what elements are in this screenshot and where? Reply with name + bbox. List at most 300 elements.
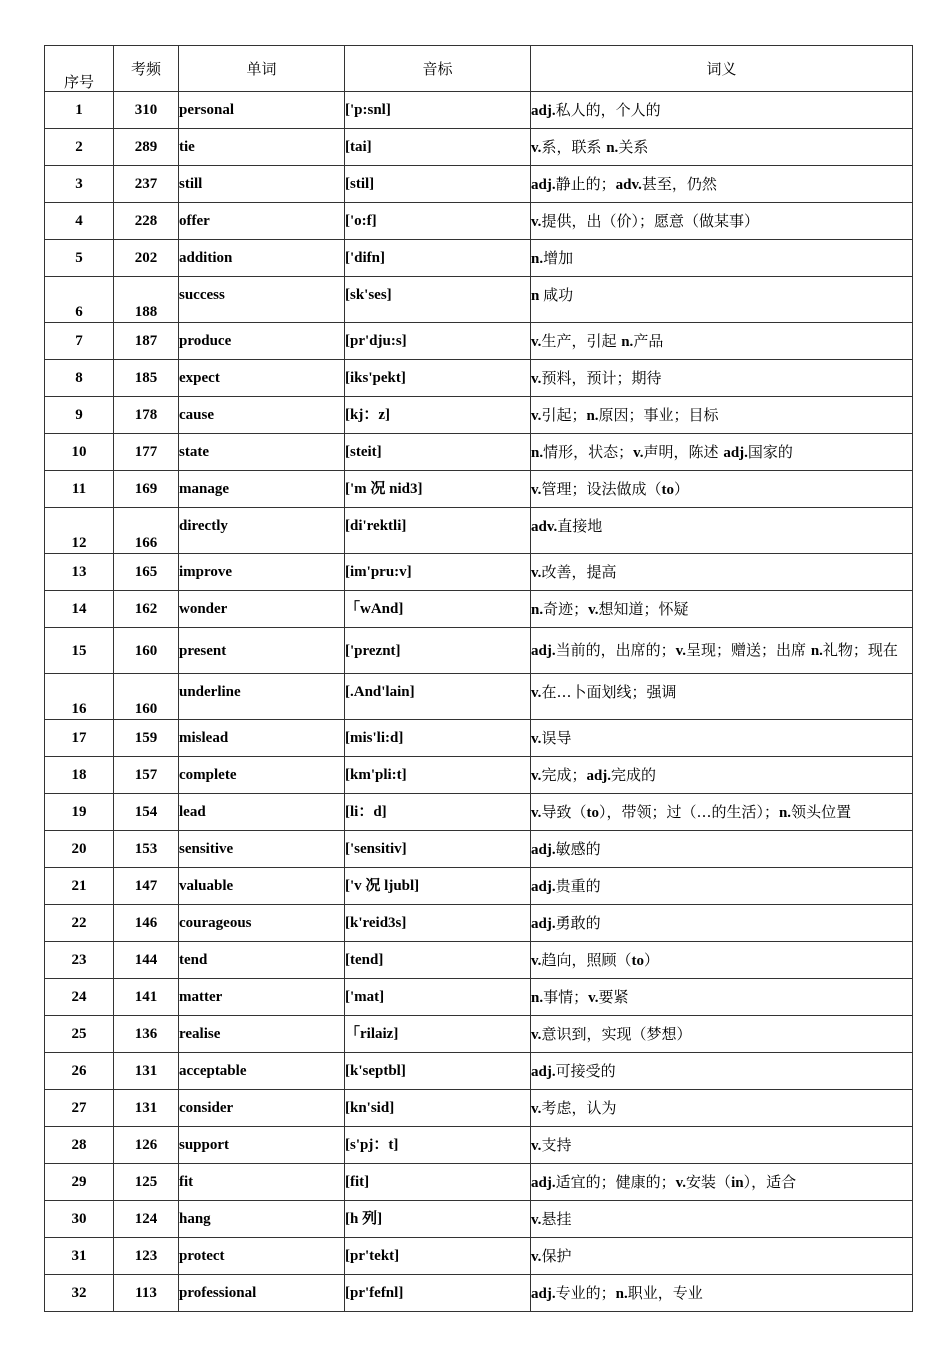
table-row: [45, 554, 913, 591]
row-phonetic: [pr'fefnl]: [345, 1275, 531, 1312]
row-phonetic: 「wAnd]: [345, 591, 531, 628]
part-of-speech: adj.: [586, 767, 612, 784]
part-of-speech: n.: [615, 1285, 628, 1302]
row-phonetic: [k'reid3s]: [345, 905, 531, 942]
row-index: 22: [45, 905, 114, 942]
part-of-speech: n.: [621, 333, 634, 350]
table-row: [45, 323, 913, 360]
part-of-speech: v.: [531, 685, 542, 701]
row-word: success: [179, 277, 345, 323]
row-frequency: 113: [114, 1275, 179, 1312]
meaning-text: 适宜的；健康的；: [555, 1172, 676, 1191]
row-phonetic: [li：d]: [345, 794, 531, 831]
row-word: sensitive: [179, 831, 345, 868]
row-phonetic: ['mat]: [345, 979, 531, 1016]
row-meaning: [531, 942, 913, 979]
row-word: addition: [179, 240, 345, 277]
row-word: state: [179, 434, 345, 471]
row-meaning: [531, 323, 913, 360]
row-phonetic: [pr'tekt]: [345, 1238, 531, 1275]
table-row: [45, 757, 913, 794]
row-word: expect: [179, 360, 345, 397]
row-meaning: [531, 1090, 913, 1127]
row-frequency: 136: [114, 1016, 179, 1053]
meaning-text: 改善，提高: [541, 562, 617, 581]
row-meaning: [531, 1201, 913, 1238]
meaning-text: 咸功: [543, 286, 574, 304]
row-phonetic: [kj：z]: [345, 397, 531, 434]
table-row: [45, 1016, 913, 1053]
row-frequency: 160: [114, 674, 179, 720]
table-row: [45, 1127, 913, 1164]
row-meaning: [531, 277, 913, 323]
part-of-speech: v.: [531, 564, 542, 581]
meaning-text: 意识到，实现（梦想）: [541, 1024, 692, 1043]
meaning-text: 管理；设法做成（: [541, 479, 662, 498]
part-of-speech: v.: [675, 1174, 687, 1191]
table-row: [45, 92, 913, 129]
row-frequency: 178: [114, 397, 179, 434]
meaning-text: 直接地: [557, 517, 603, 535]
meaning-text: 悬挂: [541, 1209, 572, 1228]
row-frequency: 169: [114, 471, 179, 508]
table-row: [45, 508, 913, 554]
row-meaning: [531, 360, 913, 397]
row-word: personal: [179, 92, 345, 129]
row-meaning: [531, 1016, 913, 1053]
row-frequency: 202: [114, 240, 179, 277]
meaning-text: 贵重的: [555, 876, 601, 895]
row-meaning: [531, 831, 913, 868]
row-word: wonder: [179, 591, 345, 628]
part-of-speech: adj.: [531, 878, 556, 895]
row-index: 11: [45, 471, 114, 508]
meaning-text: 预料，预计；期待: [541, 368, 662, 387]
row-index: 13: [45, 554, 114, 591]
row-meaning: [531, 1164, 913, 1201]
part-of-speech: adj.: [531, 915, 556, 932]
row-meaning: [531, 471, 913, 508]
part-of-speech: v.: [588, 989, 599, 1006]
row-index: 28: [45, 1127, 114, 1164]
row-word: manage: [179, 471, 345, 508]
row-meaning: [531, 203, 913, 240]
meaning-text: 想知道；怀疑: [598, 599, 689, 618]
meaning-text: 国家的: [747, 442, 793, 461]
part-of-speech: adj.: [531, 1174, 556, 1191]
row-index: 18: [45, 757, 114, 794]
part-of-speech: adj.: [531, 841, 556, 858]
row-frequency: 166: [114, 508, 179, 554]
table-body: [45, 92, 913, 1312]
row-word: hang: [179, 1201, 345, 1238]
part-of-speech: n.: [586, 407, 599, 424]
part-of-speech: adj.: [531, 643, 556, 659]
header-index: 序号: [45, 46, 114, 92]
row-index: 4: [45, 203, 114, 240]
meaning-text: ）: [643, 950, 659, 969]
row-index: 30: [45, 1201, 114, 1238]
part-of-speech: adj.: [723, 444, 748, 461]
row-phonetic: [h 列]: [345, 1201, 531, 1238]
part-of-speech: v.: [531, 1248, 542, 1265]
meaning-text: 在…卜面划线；强调: [541, 683, 677, 701]
table-row: [45, 905, 913, 942]
meaning-text: 可接受的: [555, 1061, 616, 1080]
meaning-text: 职业，专业: [627, 1283, 703, 1302]
row-index: 10: [45, 434, 114, 471]
header-frequency: 考频: [114, 46, 179, 92]
row-word: protect: [179, 1238, 345, 1275]
row-meaning: [531, 92, 913, 129]
row-word: courageous: [179, 905, 345, 942]
table-row: [45, 720, 913, 757]
row-phonetic: ['m 况 nid3]: [345, 471, 531, 508]
meaning-text: 完成；: [541, 765, 587, 784]
meaning-text: 考虑，认为: [541, 1098, 617, 1117]
meaning-text: 系，联系: [541, 137, 607, 156]
table-row: [45, 166, 913, 203]
row-meaning: [531, 674, 913, 720]
part-of-speech: n.: [606, 139, 619, 156]
row-frequency: 185: [114, 360, 179, 397]
row-word: directly: [179, 508, 345, 554]
row-phonetic: ['v 况 ljubl]: [345, 868, 531, 905]
meaning-text: 甚至，仍然: [641, 174, 717, 193]
part-of-speech: v.: [531, 1211, 542, 1228]
row-frequency: 289: [114, 129, 179, 166]
row-phonetic: ['o:f]: [345, 203, 531, 240]
vocabulary-table: [44, 45, 913, 1312]
table-row: [45, 434, 913, 471]
row-word: support: [179, 1127, 345, 1164]
meaning-text: 当前的，出席的；: [555, 641, 676, 659]
meaning-text: 敏感的: [555, 839, 601, 858]
meaning-text: 增加: [543, 248, 574, 267]
table-row: [45, 277, 913, 323]
table-row: [45, 203, 913, 240]
row-frequency: 157: [114, 757, 179, 794]
meaning-text: 生产，引起: [541, 331, 622, 350]
row-index: 27: [45, 1090, 114, 1127]
row-index: 20: [45, 831, 114, 868]
row-word: cause: [179, 397, 345, 434]
row-frequency: 123: [114, 1238, 179, 1275]
row-index: 32: [45, 1275, 114, 1312]
table-row: [45, 1238, 913, 1275]
row-frequency: 165: [114, 554, 179, 591]
table-row: [45, 628, 913, 674]
meaning-text: 误导: [541, 728, 572, 747]
row-phonetic: [di'rektli]: [345, 508, 531, 554]
row-index: 26: [45, 1053, 114, 1090]
row-frequency: 153: [114, 831, 179, 868]
row-phonetic: [tend]: [345, 942, 531, 979]
row-frequency: 126: [114, 1127, 179, 1164]
header-meaning: 词义: [531, 46, 913, 92]
row-frequency: 188: [114, 277, 179, 323]
row-word: underline: [179, 674, 345, 720]
row-phonetic: [kn'sid]: [345, 1090, 531, 1127]
row-index: 14: [45, 591, 114, 628]
row-word: professional: [179, 1275, 345, 1312]
row-phonetic: ['difn]: [345, 240, 531, 277]
row-meaning: [531, 757, 913, 794]
table-row: [45, 979, 913, 1016]
table-row: [45, 868, 913, 905]
meaning-text: 完成的: [611, 765, 657, 784]
row-phonetic: [sk'ses]: [345, 277, 531, 323]
meaning-text: 声明，陈述: [643, 442, 724, 461]
meaning-text: 呈现；赠送；出席: [686, 641, 811, 659]
meaning-text: 保护: [541, 1246, 572, 1265]
table-row: [45, 129, 913, 166]
row-word: tie: [179, 129, 345, 166]
row-meaning: [531, 434, 913, 471]
part-of-speech: v.: [633, 444, 644, 461]
row-frequency: 144: [114, 942, 179, 979]
row-frequency: 147: [114, 868, 179, 905]
row-frequency: 146: [114, 905, 179, 942]
part-of-speech: v.: [531, 213, 542, 230]
row-word: tend: [179, 942, 345, 979]
row-meaning: [531, 1238, 913, 1275]
row-word: realise: [179, 1016, 345, 1053]
row-frequency: 141: [114, 979, 179, 1016]
table-row: [45, 1275, 913, 1312]
meaning-text: 提供，出（价）；愿意（做某事）: [541, 211, 759, 230]
row-frequency: 159: [114, 720, 179, 757]
row-meaning: [531, 508, 913, 554]
row-word: lead: [179, 794, 345, 831]
row-index: 5: [45, 240, 114, 277]
part-of-speech: v.: [531, 1026, 542, 1043]
meaning-text: 奇迹；: [543, 599, 589, 618]
row-word: improve: [179, 554, 345, 591]
row-index: 16: [45, 674, 114, 720]
row-meaning: [531, 554, 913, 591]
row-index: 21: [45, 868, 114, 905]
row-meaning: [531, 868, 913, 905]
part-of-speech: n: [531, 288, 544, 304]
row-phonetic: [s'pj：t]: [345, 1127, 531, 1164]
row-index: 15: [45, 628, 114, 674]
row-index: 23: [45, 942, 114, 979]
part-of-speech: v.: [531, 407, 542, 424]
table-row: [45, 942, 913, 979]
table-header: [45, 46, 913, 92]
row-frequency: 237: [114, 166, 179, 203]
part-of-speech: v.: [588, 601, 599, 618]
row-phonetic: 「rilaiz]: [345, 1016, 531, 1053]
meaning-text: 要紧: [598, 987, 629, 1006]
row-word: consider: [179, 1090, 345, 1127]
part-of-speech: adv.: [531, 519, 558, 535]
row-frequency: 131: [114, 1090, 179, 1127]
part-of-speech: adj.: [531, 102, 556, 119]
meaning-text: 私人的，个人的: [555, 100, 661, 119]
row-index: 24: [45, 979, 114, 1016]
part-of-speech: v.: [531, 767, 542, 784]
row-phonetic: [fit]: [345, 1164, 531, 1201]
row-index: 9: [45, 397, 114, 434]
part-of-speech: n.: [531, 989, 544, 1006]
meaning-text: 事情；: [543, 987, 589, 1006]
row-index: 17: [45, 720, 114, 757]
row-phonetic: [tai]: [345, 129, 531, 166]
row-word: matter: [179, 979, 345, 1016]
part-of-speech: n.: [778, 804, 792, 821]
part-of-speech: adv.: [615, 176, 642, 193]
table-row: [45, 1164, 913, 1201]
table-row: [45, 360, 913, 397]
row-index: 1: [45, 92, 114, 129]
part-of-speech: v.: [531, 730, 542, 747]
table-row: [45, 794, 913, 831]
meaning-text: 静止的；: [555, 174, 616, 193]
part-of-speech: to: [586, 804, 599, 821]
meaning-text: 产品: [633, 331, 664, 350]
row-phonetic: ['sensitiv]: [345, 831, 531, 868]
part-of-speech: v.: [531, 370, 542, 387]
row-frequency: 131: [114, 1053, 179, 1090]
part-of-speech: n.: [810, 643, 823, 659]
row-meaning: [531, 905, 913, 942]
row-meaning: [531, 166, 913, 203]
table-row: [45, 397, 913, 434]
row-frequency: 160: [114, 628, 179, 674]
row-word: offer: [179, 203, 345, 240]
table-row: [45, 1053, 913, 1090]
row-phonetic: [k'septbl]: [345, 1053, 531, 1090]
table-row: [45, 1201, 913, 1238]
meaning-text: 引起；: [541, 405, 587, 424]
row-meaning: [531, 979, 913, 1016]
row-index: 7: [45, 323, 114, 360]
row-meaning: [531, 720, 913, 757]
row-meaning: [531, 628, 913, 674]
meaning-text: ）: [673, 479, 689, 498]
row-meaning: [531, 240, 913, 277]
row-word: acceptable: [179, 1053, 345, 1090]
row-index: 31: [45, 1238, 114, 1275]
part-of-speech: v.: [531, 139, 542, 156]
meaning-text: 安装（: [686, 1172, 732, 1191]
part-of-speech: adj.: [531, 1285, 556, 1302]
part-of-speech: v.: [531, 481, 542, 498]
row-phonetic: [stil]: [345, 166, 531, 203]
row-meaning: [531, 1275, 913, 1312]
row-phonetic: [.And'lain]: [345, 674, 531, 720]
table-row: [45, 591, 913, 628]
row-phonetic: [im'pru:v]: [345, 554, 531, 591]
row-phonetic: [mis'li:d]: [345, 720, 531, 757]
row-index: 3: [45, 166, 114, 203]
row-phonetic: [steit]: [345, 434, 531, 471]
table-row: [45, 674, 913, 720]
part-of-speech: adj.: [531, 1063, 556, 1080]
meaning-text: ），适合: [743, 1172, 797, 1191]
row-frequency: 154: [114, 794, 179, 831]
row-index: 25: [45, 1016, 114, 1053]
row-phonetic: ['preznt]: [345, 628, 531, 674]
part-of-speech: n.: [531, 250, 544, 267]
part-of-speech: v.: [675, 643, 687, 659]
meaning-text: 趋向，照顾（: [541, 950, 632, 969]
row-index: 12: [45, 508, 114, 554]
row-index: 8: [45, 360, 114, 397]
meaning-text: 导致（: [541, 802, 587, 821]
row-index: 19: [45, 794, 114, 831]
row-meaning: [531, 1053, 913, 1090]
row-phonetic: [pr'dju:s]: [345, 323, 531, 360]
meaning-text: 勇敢的: [555, 913, 601, 932]
row-meaning: [531, 794, 913, 831]
part-of-speech: v.: [531, 804, 542, 821]
row-phonetic: ['p:snl]: [345, 92, 531, 129]
row-word: mislead: [179, 720, 345, 757]
row-phonetic: [iks'pekt]: [345, 360, 531, 397]
meaning-text: 领头位置: [791, 802, 852, 821]
row-meaning: [531, 591, 913, 628]
row-frequency: 125: [114, 1164, 179, 1201]
row-frequency: 162: [114, 591, 179, 628]
table-row: [45, 471, 913, 508]
row-index: 6: [45, 277, 114, 323]
table-row: [45, 831, 913, 868]
meaning-text: 专业的；: [555, 1283, 616, 1302]
part-of-speech: v.: [531, 333, 542, 350]
header-word: 单词: [179, 46, 345, 92]
row-word: present: [179, 628, 345, 674]
meaning-text: 支持: [541, 1135, 572, 1154]
part-of-speech: v.: [531, 1100, 542, 1117]
meaning-text: 礼物；现在: [822, 641, 898, 659]
header-row: [45, 46, 913, 92]
row-index: 2: [45, 129, 114, 166]
meaning-text: 原因；事业；目标: [598, 405, 719, 424]
meaning-text: 情形，状态；: [543, 442, 634, 461]
part-of-speech: v.: [531, 1137, 542, 1154]
part-of-speech: v.: [531, 952, 542, 969]
part-of-speech: adj.: [531, 176, 556, 193]
row-meaning: [531, 1127, 913, 1164]
row-word: valuable: [179, 868, 345, 905]
row-index: 29: [45, 1164, 114, 1201]
meaning-text: 关系: [618, 137, 649, 156]
row-word: complete: [179, 757, 345, 794]
part-of-speech: in: [731, 1174, 744, 1191]
header-phonetic: 音标: [345, 46, 531, 92]
row-phonetic: [km'pli:t]: [345, 757, 531, 794]
part-of-speech: n.: [531, 444, 544, 461]
row-frequency: 228: [114, 203, 179, 240]
table-row: [45, 1090, 913, 1127]
row-word: fit: [179, 1164, 345, 1201]
row-word: produce: [179, 323, 345, 360]
row-meaning: [531, 397, 913, 434]
row-word: still: [179, 166, 345, 203]
part-of-speech: to: [631, 952, 644, 969]
part-of-speech: to: [661, 481, 674, 498]
row-frequency: 177: [114, 434, 179, 471]
meaning-text: ），带领；过（…的生活）；: [598, 802, 779, 821]
row-frequency: 187: [114, 323, 179, 360]
table-row: [45, 240, 913, 277]
part-of-speech: n.: [531, 601, 544, 618]
row-meaning: [531, 129, 913, 166]
row-frequency: 124: [114, 1201, 179, 1238]
